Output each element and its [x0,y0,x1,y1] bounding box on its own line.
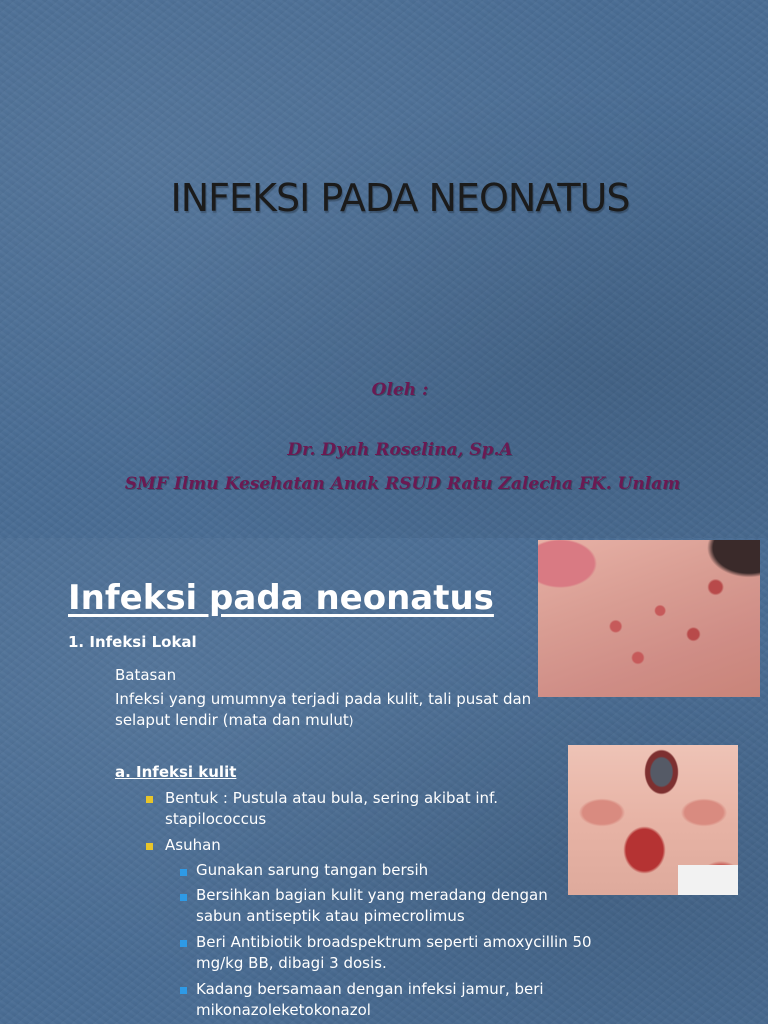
sub-bullet-text [196,885,548,927]
sub-bullet-line: mikonazoleketokonazol [196,1001,371,1019]
author-name: Dr. Dyah Roselina, Sp.A [287,440,513,460]
sub-bullet-square-icon [180,987,187,994]
presentation-title: INFEKSI PADA NEONATUS [170,176,630,220]
sub-bullet-line: Bersihkan bagian kulit yang meradang dengan [196,886,548,904]
batasan-line-2-text: selaput lendir (mata dan mulut [115,711,349,729]
batasan-line-2 [115,710,353,732]
sub-bullet-line: Beri Antibiotik broadspektrum seperti amoxycillin 50 [196,933,592,951]
bullet-text: Asuhan [165,836,221,854]
skin-pustules-neck-photo [538,540,760,697]
content-slide [0,538,768,1024]
sub-bullet-text [196,932,592,974]
bullet-square-icon [146,796,153,803]
subsection-heading: a. Infeksi kulit [115,763,237,781]
batasan-line-1: Infeksi yang umumnya terjadi pada kulit, tali pusat dan [115,690,532,708]
sub-bullet-line: Kadang bersamaan dengan infeksi jamur, beri [196,980,544,998]
sub-bullet-text [196,979,544,1021]
by-label: Oleh : [371,380,429,400]
sub-bullet-line: mg/kg BB, dibagi 3 dosis. [196,954,387,972]
batasan-label: Batasan [115,666,177,684]
sub-bullet-square-icon [180,940,187,947]
sub-bullet-text: Gunakan sarung tangan bersih [196,861,429,879]
batasan-paren: ) [348,714,354,728]
umbilical-infection-photo [568,745,738,895]
sub-bullet-square-icon [180,894,187,901]
sub-bullet-square-icon [180,869,187,876]
slide-title: Infeksi pada neonatus [68,578,494,618]
bullet-line: Bentuk : Pustula atau bula, sering akibat inf. [165,789,498,807]
affiliation: SMF Ilmu Kesehatan Anak RSUD Ratu Zalecha FK. Unlam [124,474,681,494]
bullet-square-icon [146,843,153,850]
bullet-text [165,788,498,830]
sub-bullet-line: sabun antiseptik atau pimecrolimus [196,907,465,925]
bullet-line: stapilococcus [165,810,267,828]
section-heading: 1. Infeksi Lokal [68,633,197,651]
